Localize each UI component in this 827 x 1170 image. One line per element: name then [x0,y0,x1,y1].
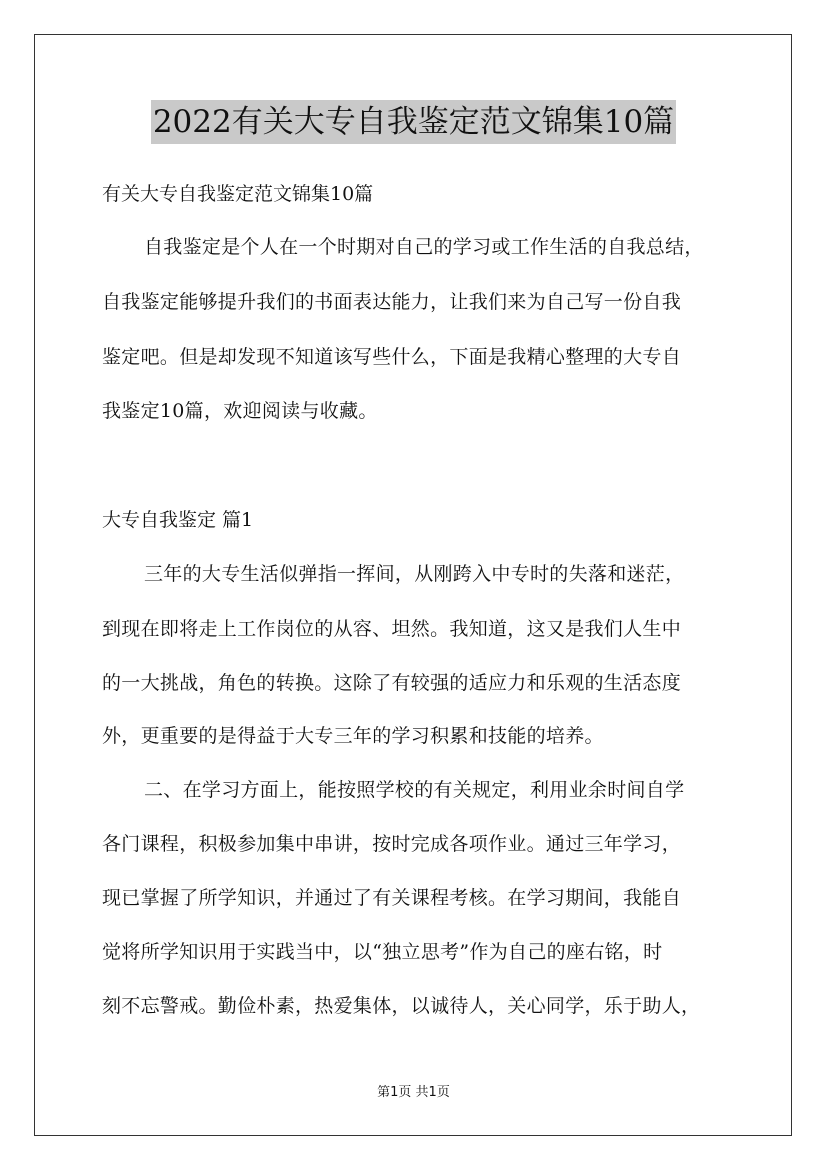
section-heading: 大专自我鉴定 篇1 [102,509,254,531]
intro-line-4: 我鉴定10篇，欢迎阅读与收藏。 [102,400,378,422]
document-subtitle: 有关大专自我鉴定范文锦集10篇 [102,183,374,205]
para2-line-4: 觉将所学知识用于实践当中，以“独立思考”作为自己的座右铭，时 [102,941,663,963]
para1-line-4: 外，更重要的是得益于大专三年的学习积累和技能的培养。 [102,725,604,747]
title-container [0,100,827,144]
para2-line-3: 现已掌握了所学知识，并通过了有关课程考核。在学习期间，我能自 [102,887,682,909]
para2-line-5: 刻不忘警戒。勤俭朴素，热爱集体，以诚待人，关心同学，乐于助人， [102,995,701,1017]
para2-line-1: 二、在学习方面上，能按照学校的有关规定，利用业余时间自学 [144,779,685,801]
document-title: 2022有关大专自我鉴定范文锦集10篇 [151,100,676,144]
page-footer: 第1页 共1页 [377,1085,450,1100]
intro-line-3: 鉴定吧。但是却发现不知道该写些什么，下面是我精心整理的大专自 [102,346,682,368]
para1-line-3: 的一大挑战，角色的转换。这除了有较强的适应力和乐观的生活态度 [102,672,682,694]
para2-line-2: 各门课程，积极参加集中串讲，按时完成各项作业。通过三年学习， [102,833,682,855]
para1-line-1: 三年的大专生活似弹指一挥间，从刚跨入中专时的失落和迷茫， [144,563,685,585]
intro-line-1: 自我鉴定是个人在一个时期对自己的学习或工作生活的自我总结， [144,236,704,258]
intro-line-2: 自我鉴定能够提升我们的书面表达能力，让我们来为自己写一份自我 [102,291,682,313]
para1-line-2: 到现在即将走上工作岗位的从容、坦然。我知道，这又是我们人生中 [102,618,682,640]
